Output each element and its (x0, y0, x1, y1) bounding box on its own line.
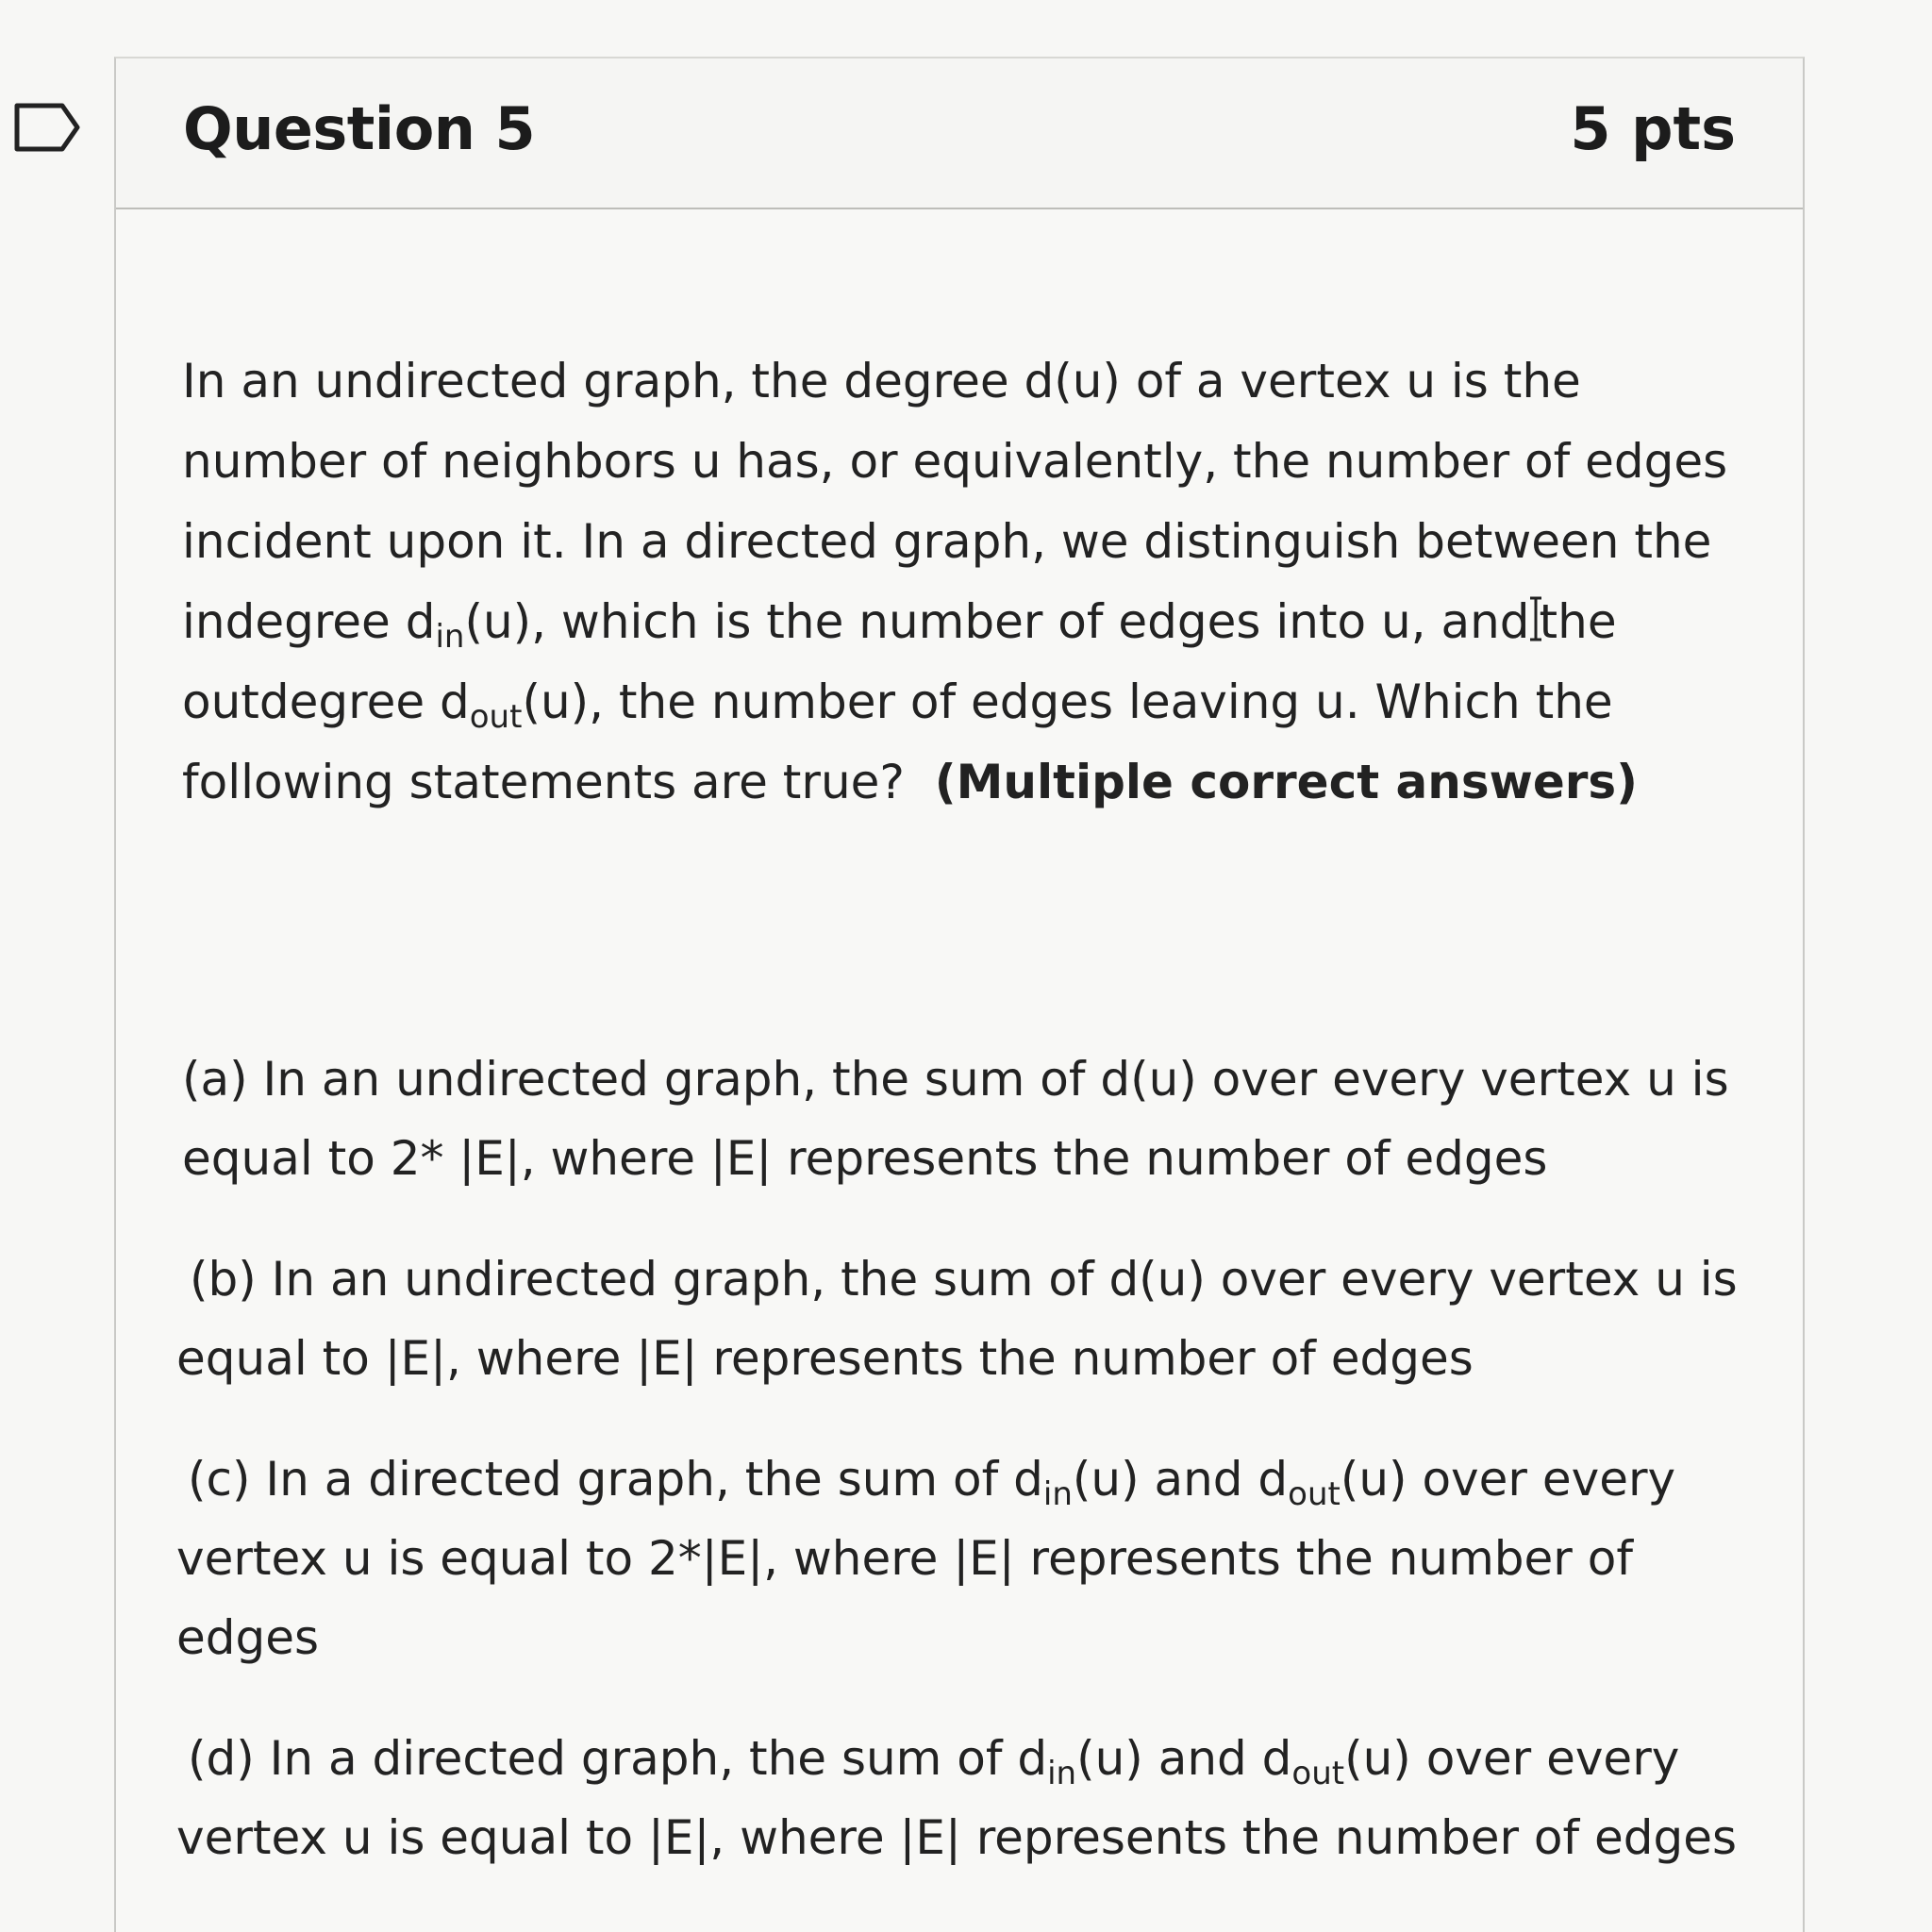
text-cursor-icon (1528, 596, 1543, 641)
question-points: 5 pts (1570, 94, 1736, 163)
prompt-line: outdegree $d_{out}(u)$, the number of edges leaving u. Which the (182, 675, 1613, 736)
question-card (114, 57, 1805, 1932)
question-header (116, 58, 1803, 209)
answer-options (176, 1040, 1780, 1919)
answer-option-d[interactable]: (d) In a directed graph, the sum of $d_{in}(u)$ and $d_{out}(u)$ over every vertex u is equal to |E|, where |E| represents the number of edges (176, 1731, 1738, 1865)
answer-option-a[interactable]: (a) In an undirected graph, the sum of d(u) over every vertex u is equal to 2* |E|, where |E| represents the number of edges (182, 1052, 1729, 1186)
prompt-line: following statements are true? (Multiple correct answers) (182, 755, 1639, 809)
prompt-line: In an undirected graph, the degree d(u) of a vertex u is the (182, 354, 1581, 408)
question-title: Question 5 (183, 94, 536, 163)
multiple-answers-note: (Multiple correct answers) (934, 755, 1639, 809)
answer-option-c[interactable]: (c) In a directed graph, the sum of $d_{in}(u)$ and $d_{out}(u)$ over every vertex u is equal to 2*|E|, where |E| represents the number of edges (176, 1452, 1676, 1665)
flag-question-icon[interactable] (13, 102, 81, 153)
answer-option-b[interactable]: (b) In an undirected graph, the sum of d(u) over every vertex u is equal to |E|, where |E| represents the number of edges (176, 1252, 1738, 1386)
prompt-line: number of neighbors u has, or equivalently, the number of edges (182, 434, 1728, 489)
prompt-line: incident upon it. In a directed graph, we distinguish between the (182, 514, 1712, 569)
question-prompt (182, 341, 1767, 823)
prompt-line: indegree $d_{in}(u)$, which is the number of edges into u, and the (182, 594, 1617, 656)
